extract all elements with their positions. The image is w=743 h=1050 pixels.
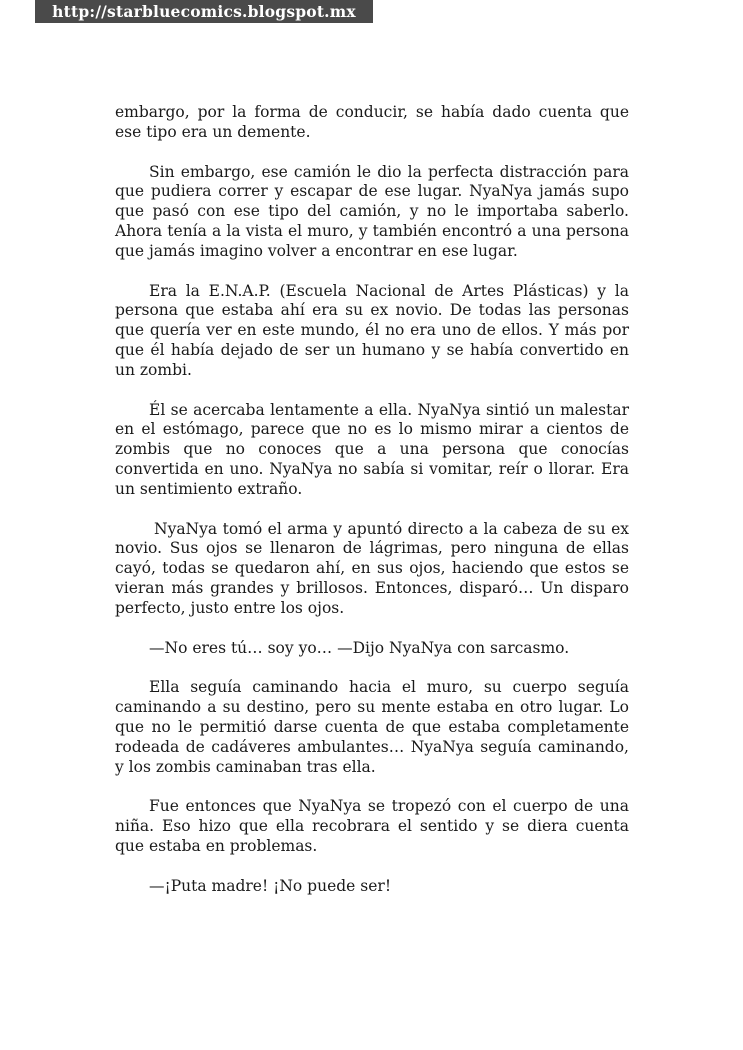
paragraph-1: embargo, por la forma de conducir, se había dado cuenta que ese tipo era un demente. <box>115 103 629 141</box>
page-body <box>115 103 629 917</box>
paragraph-7: Ella seguía caminando hacia el muro, su cuerpo seguía caminando a su destino, pero su mente estaba en otro lugar. Lo que no le permitió darse cuenta de que estaba completamente rodeada de cadáveres ambulantes… NyaNya seguía caminando, y los zombis caminaban tras ella. <box>115 678 629 776</box>
paragraph-4: Él se acercaba lentamente a ella. NyaNya sintió un malestar en el estómago, parece que no es lo mismo mirar a cientos de zombis que no conoces que a una persona que conocías convertida en uno. NyaNya no sabía si vomitar, reír o llorar. Era un sentimiento extraño. <box>115 400 629 498</box>
paragraph-6-dialogue: —No eres tú… soy yo… —Dijo NyaNya con sarcasmo. <box>149 638 570 657</box>
paragraph-2: Sin embargo, ese camión le dio la perfecta distracción para que pudiera correr y escapar de ese lugar. NyaNya jamás supo que pasó con ese tipo del camión, y no le importaba saberlo. Ahora tenía a la vista el muro, y también encontró a una persona que jamás imagino volver a encontrar en ese lugar. <box>115 162 629 260</box>
paragraph-9-dialogue: —¡Puta madre! ¡No puede ser! <box>149 876 392 895</box>
paragraph-3: Era la E.N.A.P. (Escuela Nacional de Artes Plásticas) y la persona que estaba ahí era su ex novio. De todas las personas que quería ver en este mundo, él no era uno de ellos. Y más por que él había dejado de ser un humano y se había convertido en un zombi. <box>115 281 629 379</box>
watermark-url: http://starbluecomics.blogspot.mx <box>35 0 373 23</box>
paragraph-5: NyaNya tomó el arma y apuntó directo a la cabeza de su ex novio. Sus ojos se llenaron de lágrimas, pero ninguna de ellas cayó, todas se quedaron ahí, en sus ojos, haciendo que estos se vieran más grandes y brillosos. Entonces, disparó… Un disparo perfecto, justo entre los ojos. <box>115 519 629 617</box>
paragraph-8: Fue entonces que NyaNya se tropezó con el cuerpo de una niña. Eso hizo que ella recobrara el sentido y se diera cuenta que estaba en problemas. <box>115 797 629 855</box>
